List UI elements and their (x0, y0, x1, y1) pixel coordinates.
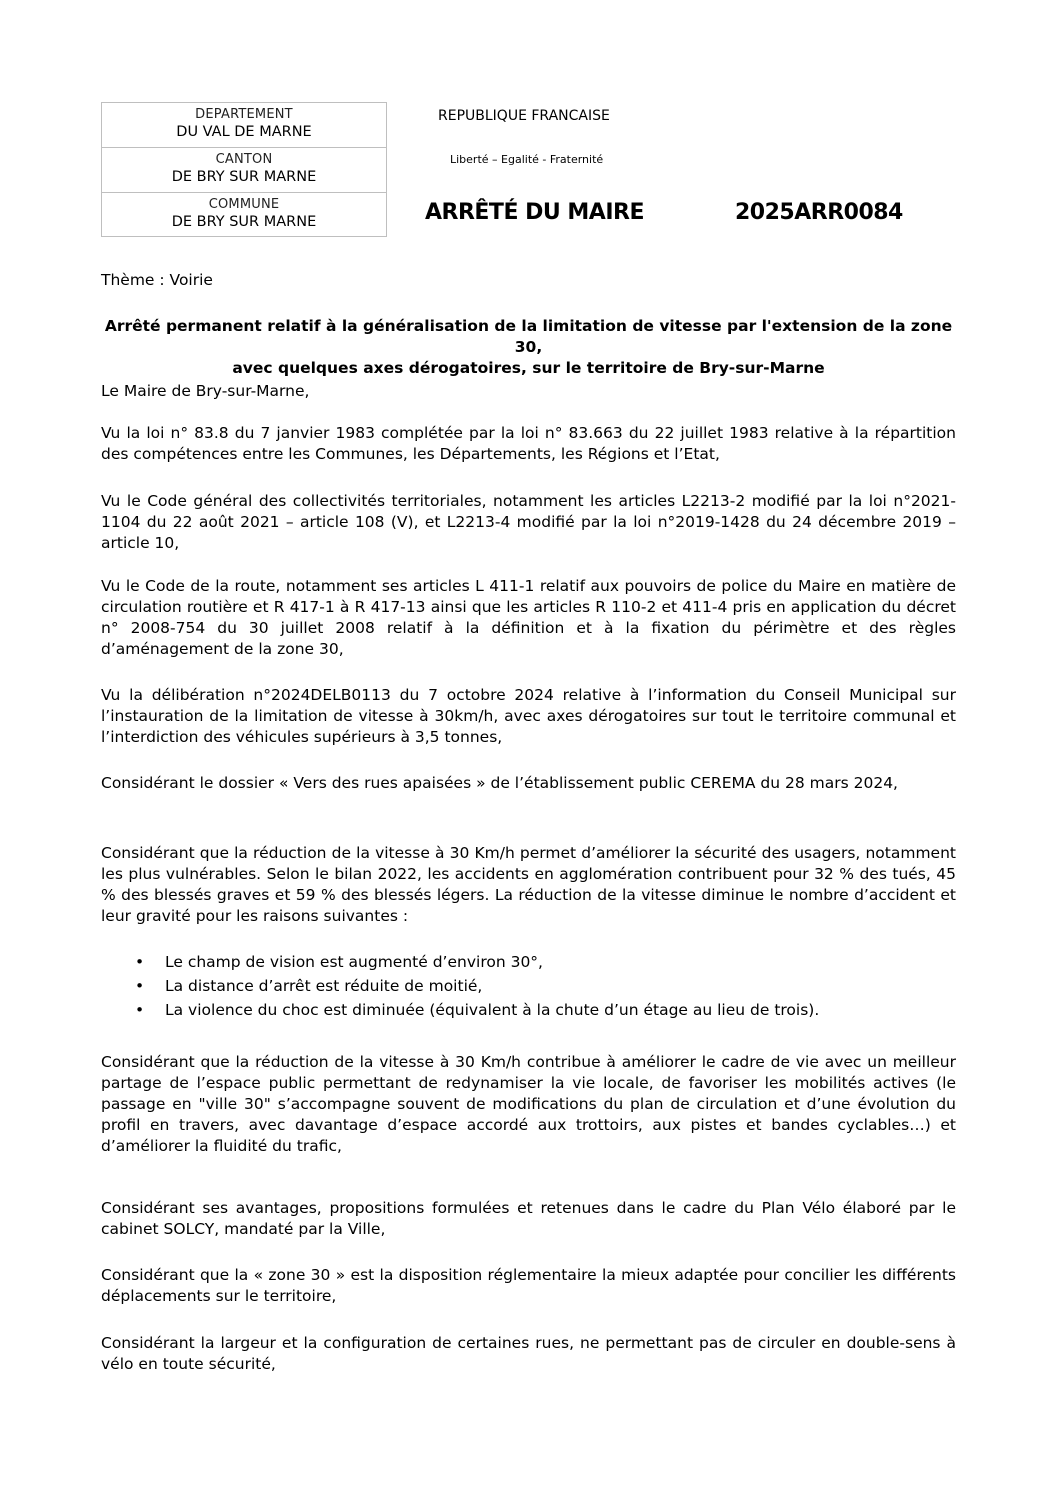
maire-line: Le Maire de Bry-sur-Marne, (101, 382, 310, 400)
paragraph-considerant-largeur: Considérant la largeur et la configuration de certaines rues, ne permettant pas de circuler en double-sens à vélo en toute sécurité, (101, 1334, 956, 1373)
bullet-icon: • (135, 1001, 145, 1019)
document-title (101, 316, 956, 379)
paragraph-vu-loi: Vu la loi n° 83.8 du 7 janvier 1983 complétée par la loi n° 83.663 du 22 juillet 1983 relative à la répartition des compétences entre les Communes, les Départements, les Régions et l’Etat, (101, 424, 956, 463)
arrete-number: 2025ARR0084 (735, 200, 903, 225)
republique-heading: REPUBLIQUE FRANCAISE (438, 108, 610, 124)
document-title-line-1: Arrêté permanent relatif à la généralisation de la limitation de vitesse par l'extension de la zone 30, (104, 317, 953, 356)
list-item (101, 950, 956, 974)
canton-value: DE BRY SUR MARNE (171, 169, 317, 185)
paragraph-considerant-zone-30: Considérant que la « zone 30 » est la disposition réglementaire la mieux adaptée pour concilier les différents déplacements sur le territoire, (101, 1266, 956, 1305)
paragraph-considerant-cadre-vie: Considérant que la réduction de la vitesse à 30 Km/h contribue à améliorer le cadre de vie avec un meilleur partage de l’espace public permettant de redynamiser la vie locale, de favoriser les mobilités actives (le passage en "ville 30" s’accompagne souvent de modifications du plan de circulation et d’une évolution du profil en travers, avec davantage d’espace accordé aux trottoirs, aux pistes et bandes cyclables…) et d’améliorer la fluidité du trafic, (101, 1053, 956, 1155)
paragraph-considerant-cerema: Considérant le dossier « Vers des rues apaisées » de l’établissement public CEREMA du 28 mars 2024, (101, 774, 898, 792)
canton-label: CANTON (215, 152, 273, 167)
canton-row (102, 147, 386, 192)
list-item-text: La distance d’arrêt est réduite de moitié, (165, 977, 483, 995)
reasons-list (101, 950, 956, 1022)
paragraph-considerant-securite: Considérant que la réduction de la vitesse à 30 Km/h permet d’améliorer la sécurité des usagers, notamment les plus vulnérables. Selon le bilan 2022, les accidents en agglomération contribuent pour 32 % des tués, 45 % des blessés graves et 59 % des blessés légers. La réduction de la vitesse diminue le nombre d’accident et leur gravité pour les raisons suivantes : (101, 844, 956, 925)
departement-label: DEPARTEMENT (195, 107, 293, 122)
list-item (101, 974, 956, 998)
list-item (101, 998, 956, 1022)
commune-value: DE BRY SUR MARNE (171, 214, 317, 230)
departement-value: DU VAL DE MARNE (176, 124, 312, 140)
paragraph-vu-cgct: Vu le Code général des collectivités territoriales, notamment les articles L2213-2 modifié par la loi n°2021-1104 du 22 août 2021 – article 108 (V), et L2213-4 modifié par la loi n°2019-1428 du 24 décembre 2019 – article 10, (101, 492, 956, 552)
commune-label: COMMUNE (208, 197, 280, 212)
commune-row (102, 192, 386, 237)
paragraph-considerant-plan-velo: Considérant ses avantages, propositions formulées et retenues dans le cadre du Plan Vélo élaboré par le cabinet SOLCY, mandaté par la Ville, (101, 1199, 956, 1238)
paragraph-vu-code-route: Vu le Code de la route, notamment ses articles L 411-1 relatif aux pouvoirs de police du Maire en matière de circulation routière et R 417-1 à R 417-13 ainsi que les articles R 110-2 et 411-4 pris en application du décret n° 2008-754 du 30 juillet 2008 relatif à la définition et à la fixation du périmètre et des règles d’aménagement de la zone 30, (101, 577, 956, 658)
bullet-icon: • (135, 953, 145, 971)
paragraph-vu-deliberation: Vu la délibération n°2024DELB0113 du 7 octobre 2024 relative à l’information du Conseil Municipal sur l’instauration de la limitation de vitesse à 30km/h, avec axes dérogatoires sur tout le territoire communal et l’interdiction des véhicules supérieurs à 3,5 tonnes, (101, 686, 956, 746)
departement-row (102, 102, 386, 147)
list-item-text: Le champ de vision est augmenté d’environ 30°, (165, 953, 543, 971)
devise-text: Liberté – Egalité - Fraternité (450, 153, 604, 166)
bullet-icon: • (135, 977, 145, 995)
administrative-header-box (101, 102, 387, 237)
list-item-text: La violence du choc est diminuée (équivalent à la chute d’un étage au lieu de trois). (165, 1001, 820, 1019)
arrete-title: ARRÊTÉ DU MAIRE (425, 200, 644, 225)
theme-line: Thème : Voirie (101, 271, 213, 289)
document-title-line-2: avec quelques axes dérogatoires, sur le territoire de Bry-sur-Marne (232, 359, 825, 377)
